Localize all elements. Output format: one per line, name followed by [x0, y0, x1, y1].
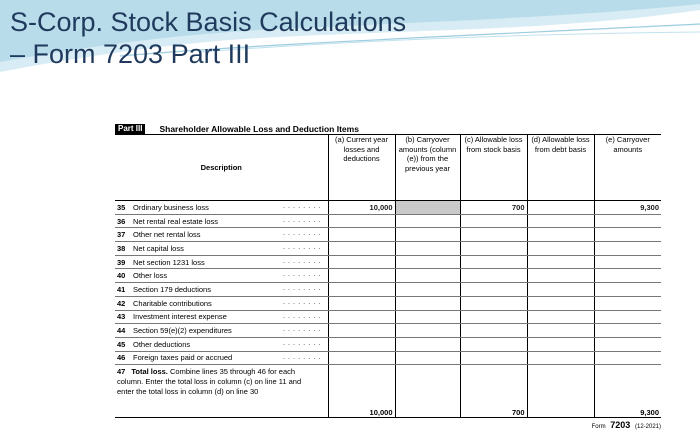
- cell-b[interactable]: [395, 351, 460, 365]
- form-7203-part-iii: [115, 123, 661, 430]
- cell-b[interactable]: [395, 214, 460, 228]
- cell-c[interactable]: [460, 310, 527, 324]
- cell-c[interactable]: [460, 296, 527, 310]
- cell-a[interactable]: [328, 351, 395, 365]
- cell-e[interactable]: [594, 283, 661, 297]
- total-instructions: Combine lines 35 through 46 for each column. Enter the total loss in column (c) on line 11 and enter the total loss in column (d) on line 30: [117, 367, 302, 396]
- table-header-row: [115, 135, 661, 201]
- cell-e[interactable]: [594, 310, 661, 324]
- items-table: [115, 135, 661, 418]
- cell-b[interactable]: [395, 201, 460, 215]
- slide-title-line-1: S-Corp. Stock Basis Calculations: [10, 7, 407, 37]
- cell-e[interactable]: [594, 214, 661, 228]
- leader-dots: ........: [282, 283, 324, 293]
- cell-d[interactable]: [527, 228, 594, 242]
- cell-a[interactable]: [328, 310, 395, 324]
- table-row: [115, 310, 661, 324]
- line-description: [115, 228, 328, 242]
- cell-d[interactable]: [527, 201, 594, 215]
- line-label: Net capital loss: [133, 243, 184, 253]
- cell-c[interactable]: [460, 269, 527, 283]
- cell-a[interactable]: [328, 255, 395, 269]
- total-cell-e[interactable]: 9,300: [594, 365, 661, 418]
- cell-e[interactable]: [594, 351, 661, 365]
- line-number: 38: [117, 243, 126, 253]
- total-cell-a[interactable]: 10,000: [328, 365, 395, 418]
- cell-b[interactable]: [395, 337, 460, 351]
- line-number: 43: [117, 312, 126, 322]
- cell-b[interactable]: [395, 255, 460, 269]
- cell-d[interactable]: [527, 242, 594, 256]
- leader-dots: ........: [282, 201, 324, 210]
- part-title: Shareholder Allowable Loss and Deduction Items: [159, 123, 359, 134]
- line-description: [115, 283, 328, 297]
- cell-c[interactable]: 700: [460, 201, 527, 215]
- table-row: [115, 255, 661, 269]
- table-row: [115, 283, 661, 297]
- cell-d[interactable]: [527, 310, 594, 324]
- cell-c[interactable]: [460, 242, 527, 256]
- cell-d[interactable]: [527, 255, 594, 269]
- slide-title: [10, 6, 406, 70]
- cell-b[interactable]: [395, 310, 460, 324]
- line-description: [115, 310, 328, 324]
- cell-c[interactable]: [460, 324, 527, 338]
- footer-prefix: Form: [591, 424, 606, 431]
- leader-dots: ........: [282, 242, 324, 252]
- leader-dots: ........: [282, 214, 324, 224]
- line-label: Investment interest expense: [133, 312, 227, 322]
- total-cell-d[interactable]: [527, 365, 594, 418]
- line-label: Ordinary business loss: [133, 202, 209, 212]
- line-number: 45: [117, 339, 126, 349]
- slide-title-line-2: – Form 7203 Part III: [10, 39, 251, 69]
- total-description: [115, 365, 328, 418]
- column-header-b: (b) Carryover amounts (column (e)) from the previous year: [395, 135, 460, 201]
- cell-d[interactable]: [527, 269, 594, 283]
- total-cell-b[interactable]: [395, 365, 460, 418]
- cell-e[interactable]: [594, 255, 661, 269]
- line-number: 39: [117, 257, 126, 267]
- line-label: Other loss: [133, 271, 168, 281]
- table-row: [115, 228, 661, 242]
- table-row: [115, 296, 661, 310]
- leader-dots: ........: [282, 337, 324, 347]
- leader-dots: ........: [282, 228, 324, 238]
- cell-e[interactable]: 9,300: [594, 201, 661, 215]
- cell-d[interactable]: [527, 351, 594, 365]
- cell-c[interactable]: [460, 351, 527, 365]
- line-number: 46: [117, 353, 126, 363]
- description-header: Description: [115, 135, 328, 201]
- cell-a[interactable]: [328, 242, 395, 256]
- footer-revision: (12-2021): [634, 424, 661, 431]
- cell-e[interactable]: [594, 269, 661, 283]
- table-row: [115, 324, 661, 338]
- line-label: Other deductions: [133, 339, 191, 349]
- cell-d[interactable]: [527, 214, 594, 228]
- total-line-number: 47: [117, 367, 126, 377]
- cell-a[interactable]: 10,000: [328, 201, 395, 215]
- line-description: [115, 269, 328, 283]
- cell-a[interactable]: [328, 269, 395, 283]
- cell-e[interactable]: [594, 337, 661, 351]
- cell-d[interactable]: [527, 337, 594, 351]
- column-header-d: (d) Allowable loss from debt basis: [527, 135, 594, 201]
- footer-form-number: 7203: [610, 420, 631, 431]
- cell-e[interactable]: [594, 324, 661, 338]
- line-number: 36: [117, 216, 126, 226]
- column-header-e: (e) Carryover amounts: [594, 135, 661, 201]
- total-cell-c[interactable]: 700: [460, 365, 527, 418]
- table-row: [115, 201, 661, 215]
- table-row: [115, 337, 661, 351]
- line-label: Section 59(e)(2) expenditures: [133, 326, 232, 336]
- table-row: [115, 214, 661, 228]
- leader-dots: ........: [282, 269, 324, 279]
- leader-dots: ........: [282, 324, 324, 334]
- line-description: [115, 296, 328, 310]
- leader-dots: ........: [282, 255, 324, 265]
- cell-a[interactable]: [328, 283, 395, 297]
- leader-dots: ........: [282, 351, 324, 361]
- cell-b[interactable]: [395, 269, 460, 283]
- line-label: Other net rental loss: [133, 230, 201, 240]
- cell-d[interactable]: [527, 324, 594, 338]
- cell-a[interactable]: [328, 296, 395, 310]
- line-description: [115, 337, 328, 351]
- cell-e[interactable]: [594, 228, 661, 242]
- line-description: [115, 324, 328, 338]
- column-header-a: (a) Current year losses and deductions: [328, 135, 395, 201]
- line-number: 41: [117, 284, 126, 294]
- part-header: [115, 123, 661, 135]
- part-badge: Part III: [115, 124, 145, 134]
- line-number: 42: [117, 298, 126, 308]
- table-row: [115, 269, 661, 283]
- cell-c[interactable]: [460, 337, 527, 351]
- line-number: 44: [117, 326, 126, 336]
- line-description: [115, 201, 328, 215]
- line-description: [115, 214, 328, 228]
- leader-dots: ........: [282, 296, 324, 306]
- cell-c[interactable]: [460, 283, 527, 297]
- cell-d[interactable]: [527, 296, 594, 310]
- cell-b[interactable]: [395, 296, 460, 310]
- cell-d[interactable]: [527, 283, 594, 297]
- line-number: 35: [117, 202, 126, 212]
- line-label: Net rental real estate loss: [133, 216, 219, 226]
- line-number: 40: [117, 271, 126, 281]
- cell-b[interactable]: [395, 228, 460, 242]
- line-label: Charitable contributions: [133, 298, 212, 308]
- cell-c[interactable]: [460, 255, 527, 269]
- cell-b[interactable]: [395, 324, 460, 338]
- cell-b[interactable]: [395, 283, 460, 297]
- line-label: Section 179 deductions: [133, 284, 211, 294]
- cell-a[interactable]: [328, 228, 395, 242]
- cell-a[interactable]: [328, 337, 395, 351]
- line-number: 37: [117, 230, 126, 240]
- total-bold-label: Total loss.: [131, 367, 168, 377]
- line-description: [115, 242, 328, 256]
- cell-a[interactable]: [328, 214, 395, 228]
- form-footer: [115, 420, 661, 430]
- leader-dots: ........: [282, 310, 324, 320]
- cell-b[interactable]: [395, 242, 460, 256]
- total-row: [115, 365, 661, 418]
- line-label: Foreign taxes paid or accrued: [133, 353, 233, 363]
- line-description: [115, 351, 328, 365]
- cell-a[interactable]: [328, 324, 395, 338]
- cell-c[interactable]: [460, 228, 527, 242]
- table-row: [115, 242, 661, 256]
- cell-e[interactable]: [594, 296, 661, 310]
- cell-e[interactable]: [594, 242, 661, 256]
- line-description: [115, 255, 328, 269]
- column-header-c: (c) Allowable loss from stock basis: [460, 135, 527, 201]
- line-label: Net section 1231 loss: [133, 257, 205, 267]
- table-row: [115, 351, 661, 365]
- cell-c[interactable]: [460, 214, 527, 228]
